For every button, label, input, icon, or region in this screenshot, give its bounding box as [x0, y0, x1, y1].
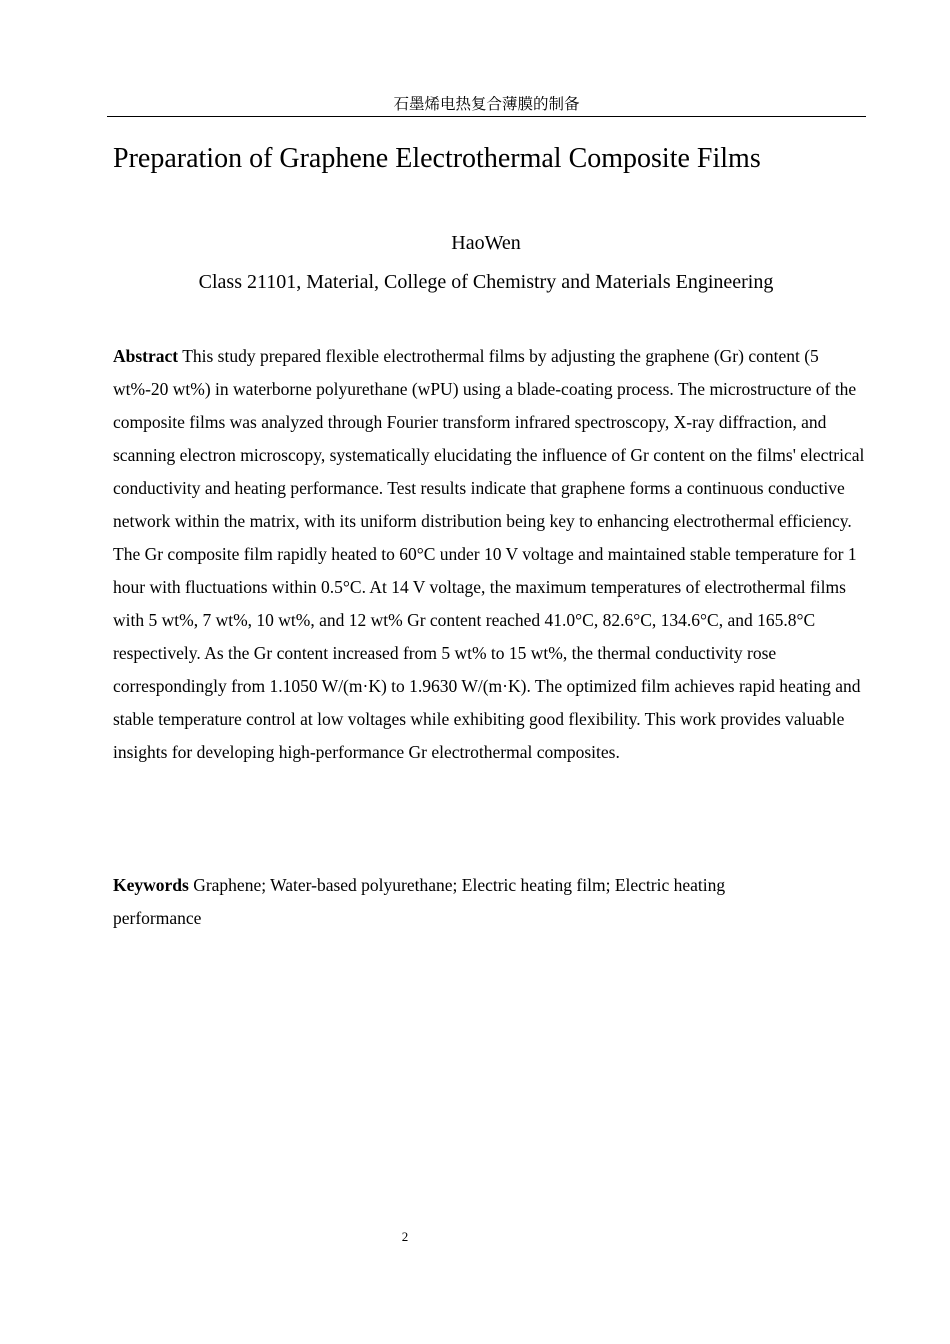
keywords-paragraph [113, 869, 813, 935]
author-name: HaoWen [451, 232, 521, 254]
running-header [107, 94, 866, 117]
running-header-title: 石墨烯电热复合薄膜的制备 [393, 95, 580, 113]
abstract-paragraph [113, 340, 865, 769]
abstract-text: This study prepared flexible electrothermal films by adjusting the graphene (Gr) content (5 wt%-20 wt%) in waterborne polyurethane (wPU) using a blade-coating process. The microstructure of the composite films was analyzed through Fourier transform infrared spectroscopy, X-ray diffraction, and scanning electron microscopy, systematically elucidating the influence of Gr content on the films' electrical conductivity and heating performance. Test results indicate that graphene forms a continuous conductive network within the matrix, with its uniform distribution being key to enhancing electrothermal efficiency. The Gr composite film rapidly heated to 60°C under 10 V voltage and maintained stable temperature for 1 hour with fluctuations within 0.5°C. At 14 V voltage, the maximum temperatures of electrothermal films with 5 wt%, 7 wt%, 10 wt%, and 12 wt% Gr content reached 41.0°C, 82.6°C, 134.6°C, and 165.8°C respectively. As the Gr content increased from 5 wt% to 15 wt%, the thermal conductivity rose correspondingly from 1.1050 W/(m·K) to 1.9630 W/(m·K). The optimized film achieves rapid heating and stable temperature control at low voltages while exhibiting good flexibility. This work provides valuable insights for developing high-performance Gr electrothermal composites. [113, 346, 865, 762]
author-affiliation: Class 21101, Material, College of Chemistry and Materials Engineering [198, 271, 774, 293]
abstract-label: Abstract [113, 346, 179, 366]
page-number: 2 [401, 1229, 409, 1244]
paper-title: Preparation of Graphene Electrothermal Composite Films [113, 143, 761, 174]
keywords-text: Graphene; Water-based polyurethane; Electric heating film; Electric heating performance [113, 875, 726, 928]
keywords-label: Keywords [113, 875, 189, 895]
